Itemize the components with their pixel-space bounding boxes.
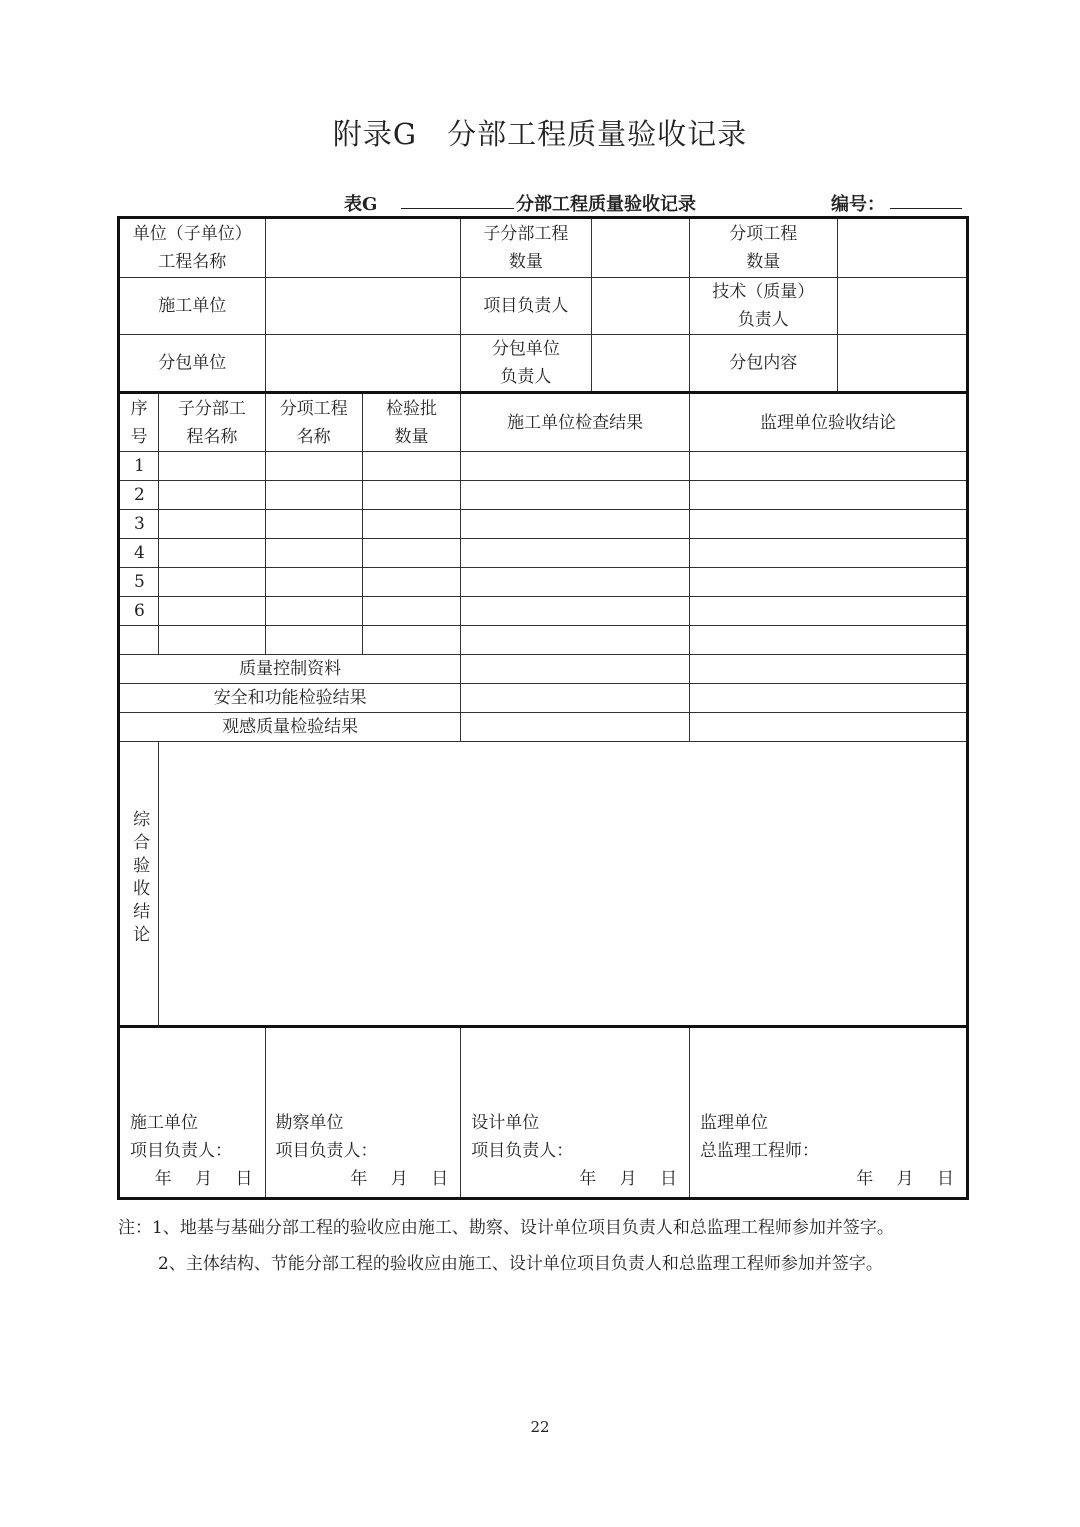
construction-check-cell[interactable] [461,539,690,568]
appearance-quality-result-check[interactable] [461,713,690,742]
supervision-conclusion-cell[interactable] [690,626,968,655]
construction-unit-label: 施工单位 [119,278,266,335]
row-number: 1 [119,452,159,481]
sub-division-count-field[interactable] [591,218,689,278]
table-name: 分部工程质量验收记录 [516,194,696,215]
item-name-cell[interactable] [265,510,362,539]
vertical-label: 综合验收结论 [129,810,150,948]
table-row [119,452,968,481]
label-line: 分包单位 [491,339,560,359]
supervision-conclusion-cell[interactable] [690,597,968,626]
construction-check-cell[interactable] [461,481,690,510]
signature-date: 年 月 日 [154,1169,253,1189]
project-leader-field[interactable] [591,278,689,335]
sub-division-count-label [461,218,591,278]
batch-count-cell[interactable] [362,539,460,568]
signature-date: 年 月 日 [856,1169,954,1189]
label-line: 序 [130,398,148,419]
label-line: 负责人 [500,367,552,387]
quality-control-data-conclusion[interactable] [690,655,968,684]
row-number: 2 [119,481,159,510]
signature-supervision[interactable] [690,1027,968,1199]
supervision-conclusion-cell[interactable] [690,452,968,481]
label-line: 号 [130,426,148,447]
subcontract-unit-field[interactable] [265,335,461,393]
comprehensive-conclusion-label [119,742,159,1027]
row-number: 4 [119,539,159,568]
label-line: 工程名称 [158,252,227,272]
row-number: 6 [119,597,159,626]
signature-construction[interactable] [119,1027,266,1199]
col-seq [119,393,159,452]
supervision-conclusion-cell[interactable] [690,568,968,597]
label-line: 子分部工程 [483,224,569,244]
subcontract-unit-leader-label [461,335,591,393]
batch-count-cell[interactable] [362,510,460,539]
subcontract-content-field[interactable] [837,335,967,393]
batch-count-cell[interactable] [362,568,460,597]
signature-role: 项目负责人： [130,1141,232,1161]
col-item-name [265,393,362,452]
label-line: 名称 [296,426,331,447]
label-line: 数量 [508,252,543,272]
construction-check-cell[interactable] [461,510,690,539]
blank-line [401,208,514,209]
col-sub-division-name [159,393,265,452]
label-line: 检验批 [386,398,438,419]
construction-check-cell[interactable] [461,568,690,597]
unit-project-name-label [119,218,266,278]
tech-quality-leader-label [690,278,838,335]
note-1: 注：1、地基与基础分部工程的验收应由施工、勘察、设计单位项目负责人和总监理工程师参加并签字。 [118,1218,894,1238]
col-construction-check: 施工单位检查结果 [461,393,690,452]
table-prefix: 表G [344,194,378,215]
row-number [119,626,159,655]
safety-function-result-label: 安全和功能检验结果 [119,684,461,713]
number-label: 编号： [831,194,885,215]
signature-unit: 监理单位 [700,1113,768,1133]
label-line: 程名称 [186,426,238,447]
item-count-label [690,218,838,278]
note-2: 2、主体结构、节能分部工程的验收应由施工、设计单位项目负责人和总监理工程师参加并签字。 [158,1254,883,1274]
label-line: 负责人 [737,310,789,330]
sub-division-name-cell[interactable] [159,597,265,626]
table-row [119,626,968,655]
col-batch-count [362,393,460,452]
label-line: 数量 [746,252,781,272]
sub-division-name-cell[interactable] [159,510,265,539]
batch-count-cell[interactable] [362,481,460,510]
table-row [119,568,968,597]
signature-role: 项目负责人： [275,1141,378,1161]
subcontract-content-label: 分包内容 [690,335,838,393]
item-name-cell[interactable] [265,481,362,510]
signature-role: 项目负责人： [471,1141,574,1161]
construction-check-cell[interactable] [461,597,690,626]
row-number: 3 [119,510,159,539]
batch-count-cell[interactable] [362,452,460,481]
item-name-cell[interactable] [265,539,362,568]
row-number: 5 [119,568,159,597]
construction-check-cell[interactable] [461,626,690,655]
safety-function-result-check[interactable] [461,684,690,713]
quality-control-data-label: 质量控制资料 [119,655,461,684]
blank-line [890,208,962,209]
acceptance-form-table [117,216,969,1200]
item-name-cell[interactable] [265,626,362,655]
label-line: 分项工程 [279,398,348,419]
item-count-field[interactable] [837,218,967,278]
subcontract-unit-label: 分包单位 [119,335,266,393]
construction-unit-field[interactable] [265,278,461,335]
item-name-cell[interactable] [265,452,362,481]
project-leader-label: 项目负责人 [461,278,591,335]
label-line: 单位（子单位） [132,224,252,244]
table-row [119,597,968,626]
table-row [119,539,968,568]
supervision-conclusion-cell[interactable] [690,510,968,539]
construction-check-cell[interactable] [461,452,690,481]
sub-division-name-cell[interactable] [159,539,265,568]
item-name-cell[interactable] [265,568,362,597]
sub-division-name-cell[interactable] [159,626,265,655]
signature-design[interactable] [461,1027,690,1199]
col-supervision-conclusion: 监理单位验收结论 [690,393,968,452]
form-subtitle [118,188,968,214]
supervision-conclusion-cell[interactable] [690,481,968,510]
comprehensive-conclusion-field[interactable] [159,742,968,1027]
safety-function-result-conclusion[interactable] [690,684,968,713]
table-row [119,510,968,539]
label-line: 技术（质量） [712,282,815,302]
quality-control-data-check[interactable] [461,655,690,684]
signature-unit: 设计单位 [471,1113,540,1133]
page-title: 附录G 分部工程质量验收记录 [332,117,748,151]
signature-role: 总监理工程师： [700,1141,819,1161]
appearance-quality-result-label: 观感质量检验结果 [119,713,461,742]
sub-division-name-cell[interactable] [159,452,265,481]
signature-unit: 勘察单位 [275,1113,344,1133]
sub-division-name-cell[interactable] [159,481,265,510]
signature-unit: 施工单位 [130,1113,198,1133]
signature-survey[interactable] [265,1027,461,1199]
subcontract-unit-leader-field[interactable] [591,335,689,393]
batch-count-cell[interactable] [362,597,460,626]
signature-date: 年 月 日 [350,1169,449,1189]
label-line: 子分部工 [177,398,246,419]
label-line: 分项工程 [729,224,798,244]
signature-date: 年 月 日 [579,1169,677,1189]
appearance-quality-result-conclusion[interactable] [690,713,968,742]
item-name-cell[interactable] [265,597,362,626]
table-row [119,481,968,510]
supervision-conclusion-cell[interactable] [690,539,968,568]
unit-project-name-field[interactable] [265,218,461,278]
tech-quality-leader-field[interactable] [837,278,967,335]
batch-count-cell[interactable] [362,626,460,655]
sub-division-name-cell[interactable] [159,568,265,597]
page-number: 22 [530,1418,550,1436]
label-line: 数量 [394,426,429,447]
